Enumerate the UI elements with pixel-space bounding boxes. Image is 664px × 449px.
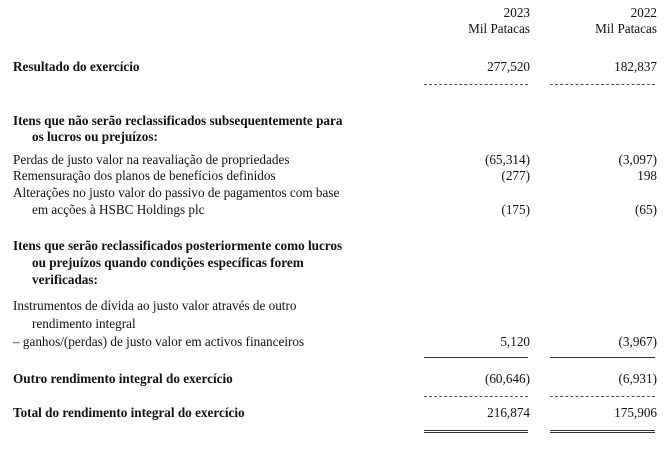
dashed-rule — [424, 84, 528, 85]
year-2023: 2023 — [503, 5, 530, 20]
total-double-rule — [550, 430, 655, 433]
value-2022: 198 — [637, 168, 657, 183]
subtotal-rule — [424, 357, 528, 358]
value-2023: (60,646) — [484, 371, 530, 386]
subtotal-rule — [550, 357, 655, 358]
value-2022: (3,967) — [618, 334, 657, 349]
dashed-rule — [550, 396, 655, 397]
row-label: – ganhos/(perdas) de justo valor em activos financeiros — [13, 334, 305, 349]
row-label: Perdas de justo valor na reavaliação de propriedades — [13, 152, 290, 167]
total-double-rule — [424, 430, 528, 433]
row-label: Resultado do exercício — [13, 59, 140, 74]
value-2023: 5,120 — [500, 334, 530, 349]
unit-2023: Mil Patacas — [468, 21, 530, 36]
row-label: Remensuração dos planos de benefícios definidos — [13, 168, 276, 183]
heading-line: verificadas: — [32, 272, 98, 287]
column-header-2022 — [595, 5, 657, 37]
value-2023: (175) — [501, 202, 530, 217]
row-label: Alterações no justo valor do passivo de pagamentos com base — [13, 185, 340, 200]
heading-line: os lucros ou prejuízos: — [32, 129, 158, 144]
value-2023: (277) — [501, 168, 530, 183]
row-label: Outro rendimento integral do exercício — [13, 371, 233, 386]
value-2022: (65) — [635, 202, 657, 217]
value-2022: (6,931) — [618, 371, 657, 386]
value-2023: 216,874 — [487, 405, 530, 420]
value-2022: 175,906 — [614, 405, 657, 420]
row-label: em acções à HSBC Holdings plc — [32, 202, 205, 217]
year-2022: 2022 — [630, 5, 657, 20]
dashed-rule — [550, 84, 655, 85]
dashed-rule — [424, 396, 528, 397]
heading-line: ou prejuízos quando condições específicas forem — [32, 255, 304, 270]
row-label: rendimento integral — [32, 316, 136, 331]
value-2023: 277,520 — [487, 59, 530, 74]
heading-line: Itens que não serão reclassificados subsequentemente para — [13, 113, 343, 128]
column-header-2023 — [468, 5, 530, 37]
unit-2022: Mil Patacas — [595, 21, 657, 36]
value-2022: 182,837 — [614, 59, 657, 74]
value-2022: (3,097) — [618, 152, 657, 167]
row-label: Instrumentos de dívida ao justo valor através de outro — [13, 298, 297, 313]
value-2023: (65,314) — [484, 152, 530, 167]
heading-line: Itens que serão reclassificados posteriormente como lucros — [13, 238, 343, 253]
row-label: Total do rendimento integral do exercício — [13, 405, 245, 420]
